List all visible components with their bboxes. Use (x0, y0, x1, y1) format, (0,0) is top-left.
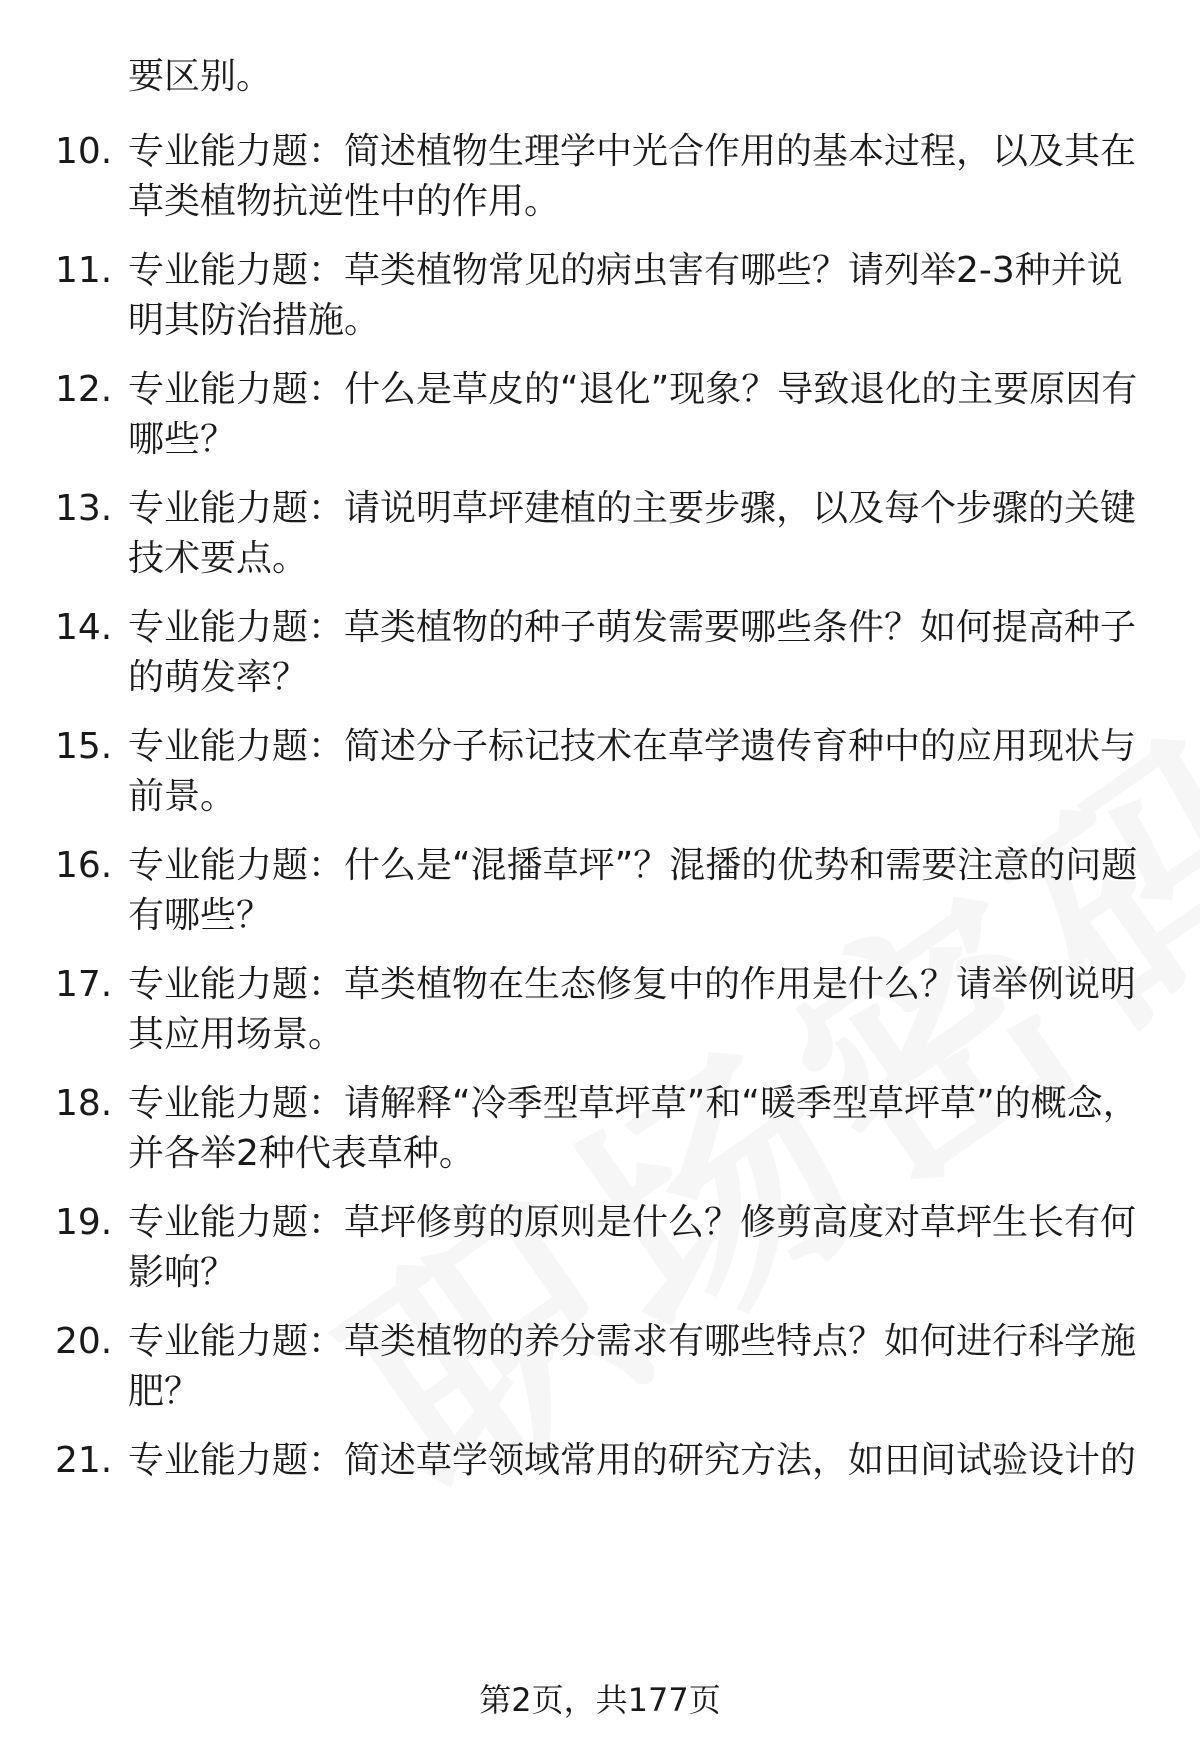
item-text: 专业能力题：请解释“冷季型草坪草”和“暖季型草坪草”的概念，并各举2种代表草种。 (128, 1083, 1139, 1174)
item-number: 13. (55, 488, 113, 529)
item-text: 专业能力题：草坪修剪的原则是什么？修剪高度对草坪生长有何影响？ (128, 1202, 1137, 1293)
item-text: 专业能力题：草类植物常见的病虫害有哪些？请列举2-3种并说明其防治措施。 (128, 250, 1123, 341)
item-number: 11. (55, 250, 113, 291)
item-text: 专业能力题：简述草学领域常用的研究方法，如田间试验设计的 (128, 1440, 1137, 1481)
item-number: 21. (55, 1440, 113, 1481)
item-number: 16. (55, 845, 113, 886)
item-number: 18. (55, 1083, 113, 1124)
item-text: 专业能力题：什么是草皮的“退化”现象？导致退化的主要原因有哪些？ (128, 369, 1138, 460)
continuation-text: 要区别。 (128, 56, 273, 97)
item-number: 14. (55, 607, 113, 648)
item-number: 10. (55, 131, 113, 172)
item-text: 专业能力题：草类植物的种子萌发需要哪些条件？如何提高种子的萌发率？ (128, 607, 1137, 698)
item-number: 12. (55, 369, 113, 410)
item-text: 专业能力题：草类植物在生态修复中的作用是什么？请举例说明其应用场景。 (128, 964, 1137, 1055)
item-number: 20. (55, 1321, 113, 1362)
item-number: 15. (55, 726, 113, 767)
item-text: 专业能力题：草类植物的养分需求有哪些特点？如何进行科学施肥？ (128, 1321, 1137, 1412)
item-text: 专业能力题：什么是“混播草坪”？混播的优势和需要注意的问题有哪些？ (128, 845, 1138, 936)
item-text: 专业能力题：请说明草坪建植的主要步骤，以及每个步骤的关键技术要点。 (128, 488, 1137, 579)
item-number: 19. (55, 1202, 113, 1243)
item-text: 专业能力题：简述植物生理学中光合作用的基本过程，以及其在草类植物抗逆性中的作用。 (128, 131, 1137, 222)
item-number: 17. (55, 964, 113, 1005)
item-text: 专业能力题：简述分子标记技术在草学遗传育种中的应用现状与前景。 (128, 726, 1137, 817)
page-footer: 第2页，共177页 (479, 1681, 721, 1719)
